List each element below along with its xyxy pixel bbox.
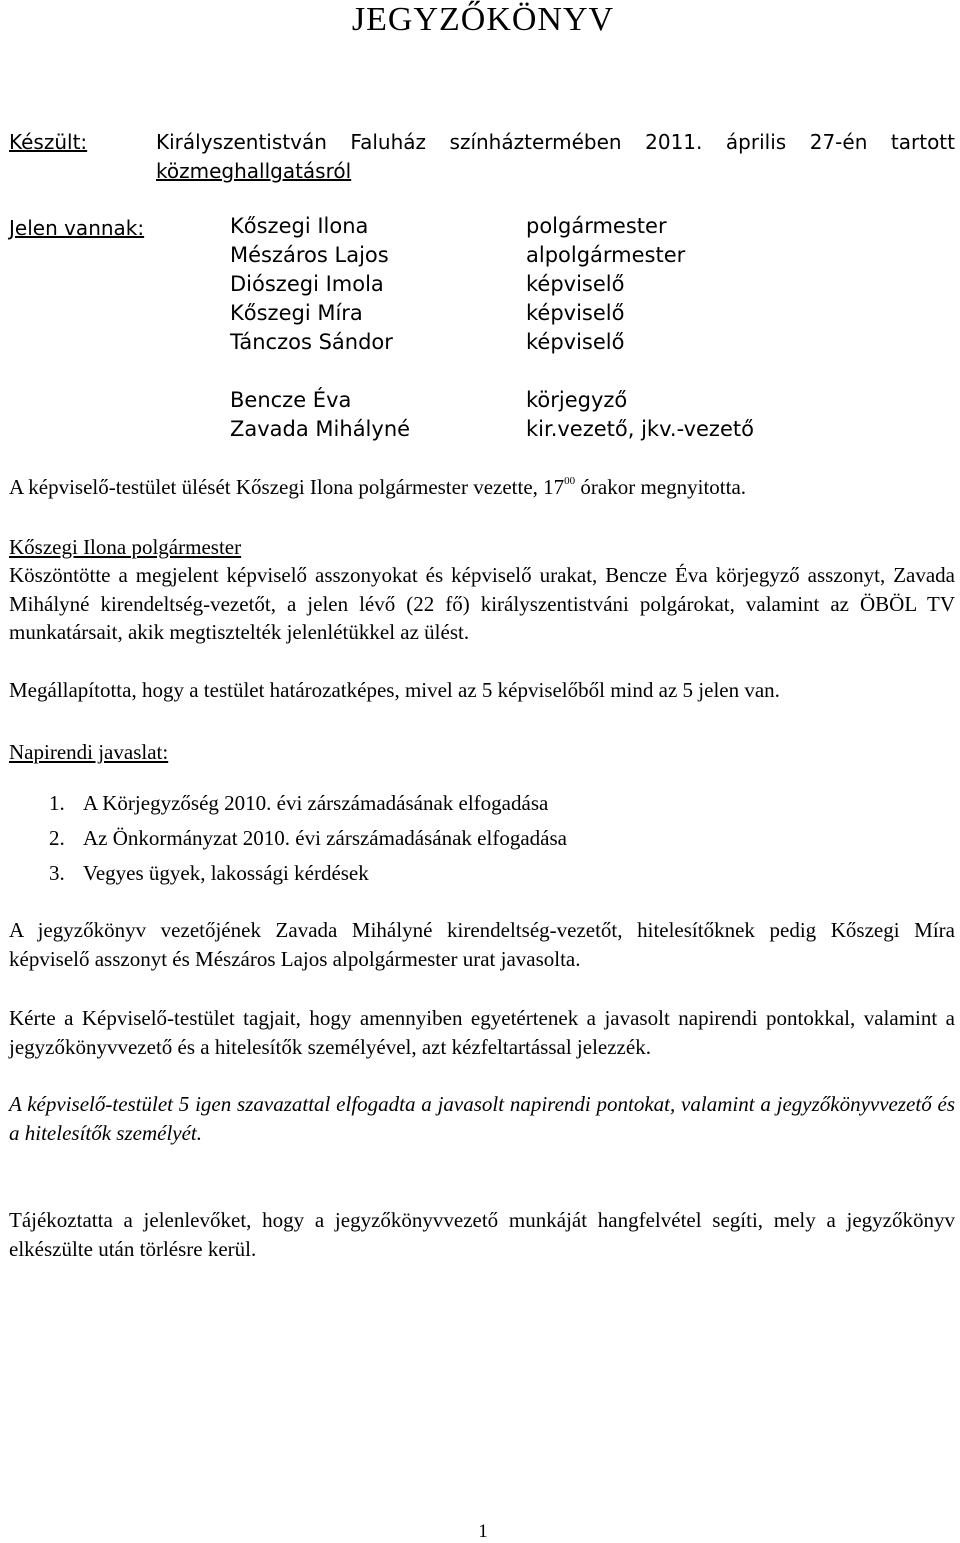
agenda-heading: Napirendi javaslat: (9, 740, 169, 764)
member-role: körjegyző (526, 388, 628, 412)
quorum-paragraph: Megállapította, hogy a testület határozatképes, mivel az 5 képviselőből mind az 5 jelen van. (9, 678, 780, 702)
member-name: Mészáros Lajos (230, 243, 389, 267)
member-role: képviselő (526, 272, 625, 296)
keszult-line1: Királyszentistván Faluház színháztermében 2011. április 27-én tartott (156, 130, 955, 154)
welcome-paragraph: Köszöntötte a megjelent képviselő asszonyokat és képviselő urakat, Bencze Éva körjegyző asszonyt, Zavada Mihályné kirendeltség-vezetőt, a jelen lévő (22 fő) királyszentistváni polgárokat, valamint az ÖBÖL TV munkatársait, akik megtisztelték jelenlétükkel az ülést. (9, 563, 955, 644)
decision-paragraph: A képviselő-testület 5 igen szavazattal elfogadta a javasolt napirendi pontokat, valamint a jegyzőkönyvvezető és a hitelesítők személyét. (9, 1092, 955, 1145)
opening-text-end: órakor megnyitotta. (575, 475, 747, 499)
document-title: JEGYZŐKÖNYV (351, 1, 615, 38)
member-name: Diószegi Imola (230, 272, 384, 296)
member-name: Tánczos Sándor (230, 330, 393, 354)
opening-time-minutes: 00 (564, 475, 576, 487)
agenda-item (9, 786, 567, 821)
info-paragraph: Tájékoztatta a jelenlevőket, hogy a jegyzőkönyvvezető munkáját hangfelvétel segíti, mely a jegyzőkönyv elkészülte után törlésre kerül. (9, 1208, 955, 1261)
attendees-label: Jelen vannak: (9, 216, 145, 240)
agenda-item-number: 3. (49, 861, 65, 885)
agenda-item (9, 856, 567, 891)
opening-text: A képviselő-testület ülését Kőszegi Ilona polgármester vezette, 17 (9, 475, 565, 499)
member-role: polgármester (526, 214, 667, 238)
keszult-line2: közmeghallgatásról (156, 159, 352, 183)
speaker-heading: Kőszegi Ilona polgármester (9, 535, 242, 559)
agenda-item (9, 821, 567, 856)
member-role: képviselő (526, 330, 625, 354)
agenda-item-number: 2. (49, 826, 65, 850)
member-name: Kőszegi Míra (230, 301, 363, 325)
agenda-item-text: Az Önkormányzat 2010. évi zárszámadásának elfogadása (83, 826, 567, 850)
member-name: Zavada Mihályné (230, 417, 411, 441)
agenda-list (9, 786, 567, 891)
member-role: kir.vezető, jkv.-vezető (526, 417, 754, 441)
page-number: 1 (478, 1521, 488, 1542)
request-paragraph: Kérte a Képviselő-testület tagjait, hogy amennyiben egyetértenek a javasolt napirendi pontokkal, valamint a jegyzőkönyvvezető és a hitelesítők személyével, azt kézfeltartással jelezzék. (9, 1006, 955, 1059)
member-role: alpolgármester (526, 243, 686, 267)
member-name: Kőszegi Ilona (230, 214, 369, 238)
opening-paragraph (9, 473, 955, 502)
recorder-paragraph: A jegyzőkönyv vezetőjének Zavada Mihályné kirendeltség-vezetőt, hitelesítőknek pedig Kőszegi Míra képviselő asszonyt és Mészáros Lajos alpolgármester urat javasolta. (9, 918, 955, 971)
agenda-item-text: A Körjegyzőség 2010. évi zárszámadásának elfogadása (83, 791, 549, 815)
agenda-item-text: Vegyes ügyek, lakossági kérdések (83, 861, 369, 885)
member-role: képviselő (526, 301, 625, 325)
agenda-item-number: 1. (49, 791, 65, 815)
keszult-label: Készült: (9, 130, 88, 154)
member-name: Bencze Éva (230, 388, 352, 412)
